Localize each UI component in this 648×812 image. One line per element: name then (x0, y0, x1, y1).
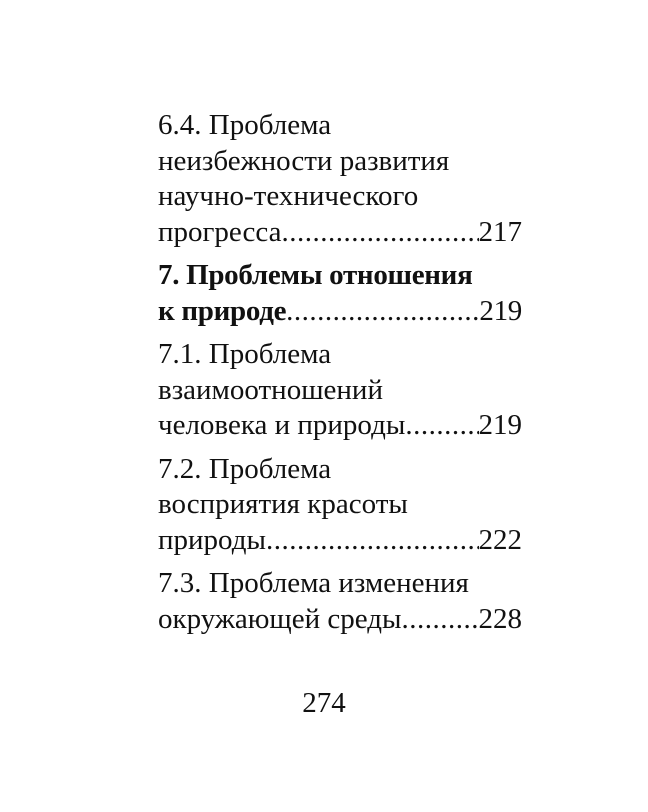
toc-entry-title-line: 7. Проблемы отношения (158, 259, 473, 291)
toc-entry-title-end: природы (158, 523, 266, 556)
toc-entry-title-line: неизбежности развития (158, 144, 450, 177)
toc-entry-title-end: к природе (158, 294, 287, 327)
toc-entry-6-4 (158, 108, 522, 250)
toc-entry-title-line: взаимоотношений (158, 373, 383, 406)
toc-entry-last-line (158, 408, 522, 444)
dot-leader (401, 602, 478, 638)
dot-leader (286, 294, 479, 330)
toc-entry-last-line (158, 215, 522, 251)
dot-leader (405, 408, 478, 444)
toc-entry-last-line (158, 602, 522, 638)
toc-entry-page: 219 (479, 294, 522, 327)
toc-entry-last-line (158, 523, 522, 559)
toc-entry-title-line: 7.2. Проблема (158, 452, 332, 485)
toc-entry-7-2 (158, 452, 522, 559)
toc-entry-7-3 (158, 566, 522, 637)
table-of-contents (158, 108, 522, 645)
toc-entry-last-line (158, 294, 522, 330)
toc-entry-title-end: прогресса (158, 215, 282, 248)
toc-entry-title-line: 7.3. Проблема изменения (158, 567, 469, 599)
toc-entry-page: 217 (478, 215, 522, 248)
toc-entry-page: 219 (478, 409, 522, 441)
toc-entry-title-line: 7.1. Проблема (158, 338, 332, 370)
toc-entry-7 (158, 258, 522, 329)
toc-entry-page: 222 (478, 523, 522, 556)
toc-entry-page: 228 (478, 602, 522, 635)
toc-entry-title-end: окружающей среды (158, 602, 402, 635)
toc-entry-title-line: восприятия красоты (158, 488, 408, 520)
dot-leader (266, 523, 479, 559)
toc-entry-title-line: научно-технического (158, 180, 419, 212)
page-number: 274 (302, 687, 346, 719)
toc-entry-7-1 (158, 337, 522, 444)
toc-entry-title-line: 6.4. Проблема (158, 109, 332, 141)
toc-entry-title-end: человека и природы (158, 409, 406, 441)
dot-leader (281, 215, 478, 251)
